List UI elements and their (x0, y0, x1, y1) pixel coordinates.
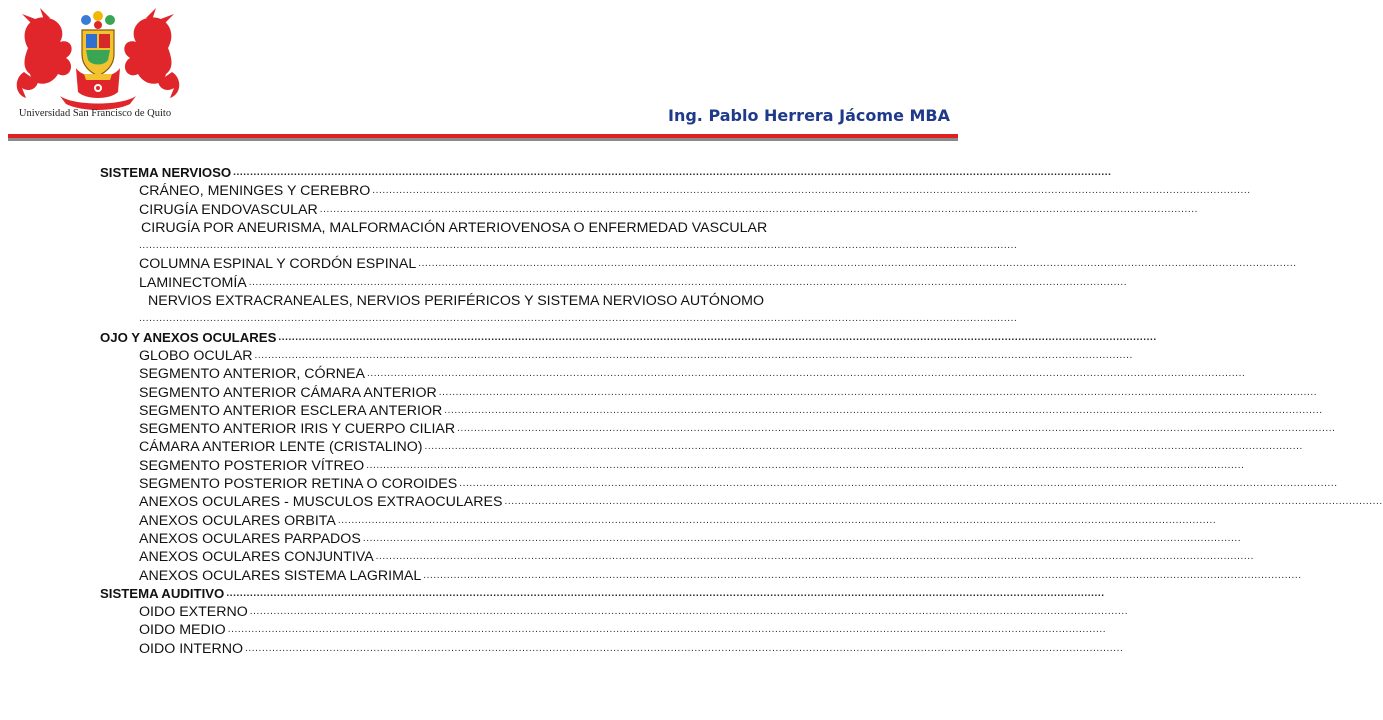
dot-leader: .................................................................................................................................................................................................................................................................... (139, 313, 1018, 325)
toc-entry-label: SEGMENTO ANTERIOR IRIS Y CUERPO CILIAR (139, 421, 456, 438)
dot-leader: .................................................................................................................................................................................................................................................................... (249, 606, 1129, 618)
toc-row-content (139, 530, 1242, 548)
toc-row-content (100, 164, 1112, 182)
dot-leader: .................................................................................................................................................................................................................................................................... (366, 368, 1246, 380)
dot-leader: .................................................................................................................................................................................................................................................................... (366, 459, 1245, 471)
toc-entry-label: LAMINECTOMÍA (139, 274, 247, 291)
toc-row-content (139, 255, 1297, 273)
toc-entry (139, 255, 1297, 273)
toc-entry (139, 475, 1338, 493)
toc-entry-label: SEGMENTO POSTERIOR RETINA O COROIDES (139, 476, 458, 493)
toc-row-content (139, 365, 1246, 383)
dot-leader: .................................................................................................................................................................................................................................................................... (375, 551, 1255, 563)
toc-row-content (139, 347, 1133, 365)
toc-entry (139, 548, 1255, 566)
toc-entry-label: OJO Y ANEXOS OCULARES (100, 329, 277, 345)
dot-leader: .................................................................................................................................................................................................................................................................... (226, 587, 1105, 599)
toc-entry-label: ANEXOS OCULARES SISTEMA LAGRIMAL (139, 567, 422, 584)
toc-row-content (100, 585, 1105, 603)
page-header (0, 0, 960, 142)
toc-entry-label: OIDO MEDIO (139, 622, 226, 639)
toc-entry-label: NERVIOS EXTRACRANEALES, NERVIOS PERIFÉRICOS Y SISTEMA NERVIOSO AUTÓNOMO (148, 293, 764, 310)
toc-row-content (139, 384, 1318, 402)
dot-leader: .................................................................................................................................................................................................................................................................... (418, 258, 1297, 270)
toc-section-heading (100, 329, 1157, 347)
toc-row-content (139, 512, 1217, 530)
toc-entry (139, 621, 1107, 639)
toc-row-content (139, 567, 1302, 585)
crest-graphic (14, 8, 182, 112)
toc-entry (139, 274, 1128, 292)
table-of-contents (100, 164, 1383, 658)
toc-entry (139, 493, 1383, 511)
toc-row-content (139, 457, 1245, 475)
toc-entry-label: SISTEMA AUDITIVO (100, 585, 225, 601)
toc-row-content (139, 493, 1383, 511)
toc-row-content (139, 182, 1251, 200)
toc-leader-line (139, 237, 1018, 255)
toc-row-content (139, 310, 1018, 328)
toc-row-content (139, 237, 1018, 255)
toc-entry-label: ANEXOS OCULARES CONJUNTIVA (139, 549, 374, 566)
toc-row-content (139, 402, 1323, 420)
toc-entry-label: CÁMARA ANTERIOR LENTE (CRISTALINO) (139, 439, 423, 456)
toc-entry (148, 292, 860, 310)
toc-entry-label: SEGMENTO ANTERIOR ESCLERA ANTERIOR (139, 402, 443, 419)
toc-entry-label: SEGMENTO ANTERIOR CÁMARA ANTERIOR (139, 384, 437, 401)
dot-leader: .................................................................................................................................................................................................................................................................... (227, 624, 1107, 636)
dot-leader: .................................................................................................................................................................................................................................................................... (423, 569, 1302, 581)
dot-leader: .................................................................................................................................................................................................................................................................... (139, 240, 1018, 252)
toc-leader-line (139, 310, 1018, 328)
author-name: Ing. Pablo Herrera Jácome MBA (668, 106, 950, 125)
toc-entry-label: CIRUGÍA POR ANEURISMA, MALFORMACIÓN ARTERIOVENOSA O ENFERMEDAD VASCULAR (141, 219, 768, 236)
toc-entry-label: CIRUGÍA ENDOVASCULAR (139, 201, 318, 218)
header-rule-gray (8, 138, 958, 141)
toc-entry-label: ANEXOS OCULARES ORBITA (139, 512, 336, 529)
toc-row-content (148, 292, 860, 310)
dot-leader: .................................................................................................................................................................................................................................................................... (245, 642, 1124, 654)
toc-entry (139, 365, 1246, 383)
toc-entry-label: OIDO EXTERNO (139, 604, 248, 621)
toc-entry (139, 567, 1302, 585)
toc-entry (141, 219, 860, 237)
toc-row-content (139, 420, 1336, 438)
toc-row-content (139, 621, 1107, 639)
dot-leader: .................................................................................................................................................................................................................................................................... (444, 404, 1323, 416)
toc-entry-label: SEGMENTO POSTERIOR VÍTREO (139, 457, 365, 474)
toc-entry-label: COLUMNA ESPINAL Y CORDÓN ESPINAL (139, 256, 417, 273)
toc-entry-label: GLOBO OCULAR (139, 347, 253, 364)
toc-entry (139, 182, 1251, 200)
toc-row-content (139, 548, 1255, 566)
toc-entry (139, 640, 1124, 658)
toc-row-content (139, 603, 1129, 621)
toc-entry (139, 512, 1217, 530)
toc-entry (139, 402, 1323, 420)
dot-leader: .................................................................................................................................................................................................................................................................... (233, 167, 1112, 178)
toc-row-content (139, 640, 1124, 658)
toc-row-content (141, 219, 860, 237)
toc-row-content (139, 438, 1303, 456)
toc-entry-label: OIDO INTERNO (139, 640, 244, 657)
dot-leader: .................................................................................................................................................................................................................................................................... (438, 386, 1318, 398)
dot-leader: .................................................................................................................................................................................................................................................................... (278, 331, 1157, 343)
dot-leader: .................................................................................................................................................................................................................................................................... (254, 349, 1133, 361)
logo-caption: Universidad San Francisco de Quito (18, 108, 172, 119)
dot-leader: .................................................................................................................................................................................................................................................................... (337, 514, 1217, 526)
toc-entry (139, 201, 1199, 219)
toc-entry-label: SISTEMA NERVIOSO (100, 165, 232, 180)
left-dragon-icon (25, 17, 72, 83)
toc-entry (139, 530, 1242, 548)
toc-section-heading (100, 164, 1112, 182)
toc-entry-label: SEGMENTO ANTERIOR, CÓRNEA (139, 366, 365, 383)
dot-leader: .................................................................................................................................................................................................................................................................... (504, 496, 1383, 508)
dot-leader: .................................................................................................................................................................................................................................................................... (457, 423, 1336, 435)
toc-entry-label: ANEXOS OCULARES - MUSCULOS EXTRAOCULARES (139, 494, 503, 511)
toc-entry (139, 457, 1245, 475)
dot-leader: .................................................................................................................................................................................................................................................................... (424, 441, 1303, 453)
dot-leader: .................................................................................................................................................................................................................................................................... (372, 185, 1251, 197)
right-dragon-icon (124, 17, 171, 83)
dot-leader: .................................................................................................................................................................................................................................................................... (459, 478, 1338, 490)
toc-row-content (100, 329, 1157, 347)
toc-entry (139, 438, 1303, 456)
toc-entry (139, 384, 1318, 402)
toc-row-content (139, 201, 1199, 219)
toc-entry-label: CRÁNEO, MENINGES Y CEREBRO (139, 183, 371, 200)
dot-leader: .................................................................................................................................................................................................................................................................... (362, 532, 1242, 544)
dot-leader: .................................................................................................................................................................................................................................................................... (319, 203, 1199, 215)
toc-row-content (139, 274, 1128, 292)
toc-entry (139, 603, 1129, 621)
dot-leader: .................................................................................................................................................................................................................................................................... (248, 276, 1128, 288)
toc-entry (139, 347, 1133, 365)
toc-row-content (139, 475, 1338, 493)
toc-entry-label: ANEXOS OCULARES PARPADOS (139, 530, 361, 547)
toc-entry (139, 420, 1336, 438)
toc-section-heading (100, 585, 1105, 603)
